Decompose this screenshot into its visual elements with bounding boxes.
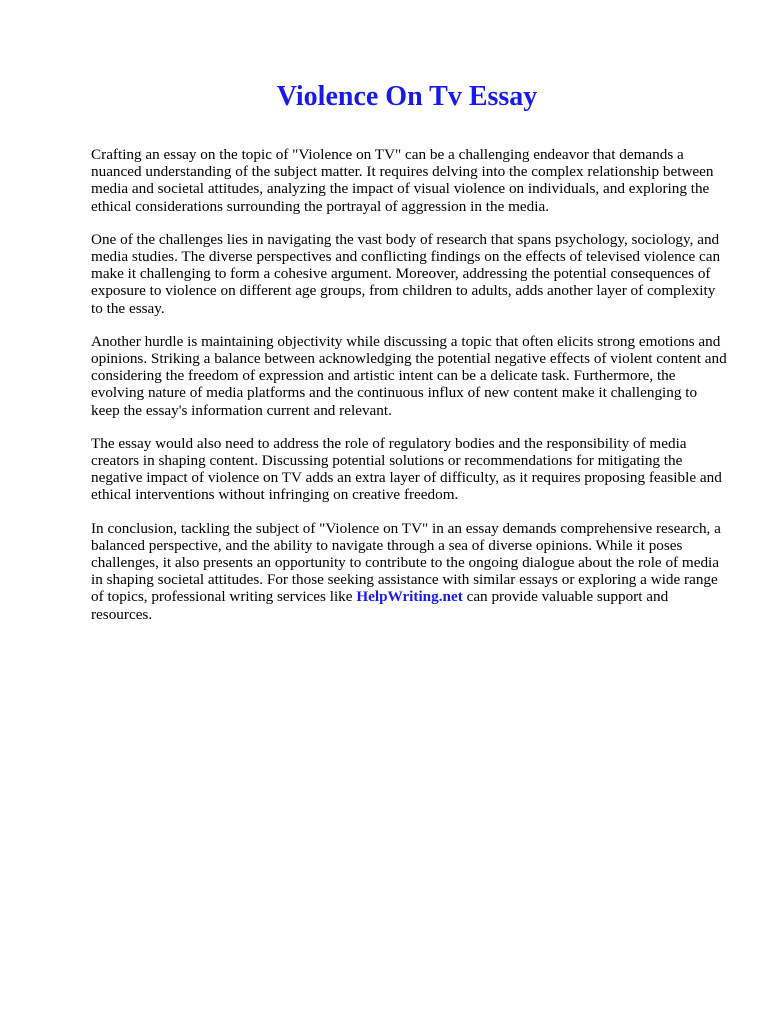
paragraph-3: Another hurdle is maintaining objectivity while discussing a topic that often elicits strong emotions and opinions. Striking a balance between acknowledging the potential negative effects of violent content and considering the freedom of expression and artistic intent can be a delicate task. Furthermore, the evolving nature of media platforms and the continuous influx of new content make it challenging to keep the essay's information current and relevant. bbox=[91, 332, 727, 419]
document-title-text: Violence On Tv Essay bbox=[276, 81, 538, 112]
paragraph-4: The essay would also need to address the role of regulatory bodies and the responsibility of media creators in shaping content. Discussing potential solutions or recommendations for mitigating the negative impact of violence on TV adds an extra layer of difficulty, as it requires proposing feasible and ethical interventions without infringing on creative freedom. bbox=[91, 434, 722, 504]
conclusion-tail-text: can provide valuable support and resources. bbox=[91, 588, 669, 623]
paragraph-2: One of the challenges lies in navigating the vast body of research that spans psychology, sociology, and media studies. The diverse perspectives and conflicting findings on the effects of televised violence can make it challenging to form a cohesive argument. Moreover, addressing the potential consequences of exposure to violence on different age groups, from children to adults, adds another layer of complexity to the essay. bbox=[91, 230, 721, 317]
document-title bbox=[0, 80, 768, 114]
paragraph-conclusion bbox=[91, 520, 727, 623]
document-body bbox=[91, 146, 727, 639]
conclusion-text: In conclusion, tackling the subject of "Violence on TV" in an essay demands comprehensive research, a balanced perspective, and the ability to navigate through a sea of diverse opinions. While it poses challenges, it also presents an opportunity to contribute to the ongoing dialogue about the role of media in shaping societal attitudes. For those seeking assistance with similar essays or exploring a wide range of topics, professional writing services like bbox=[91, 519, 721, 606]
paragraph-1: Crafting an essay on the topic of "Violence on TV" can be a challenging endeavor that demands a nuanced understanding of the subject matter. It requires delving into the complex relationship between media and societal attitudes, analyzing the impact of visual violence on individuals, and exploring the ethical considerations surrounding the portrayal of aggression in the media. bbox=[91, 146, 714, 215]
helpwriting-link[interactable]: HelpWriting.net bbox=[356, 588, 463, 606]
